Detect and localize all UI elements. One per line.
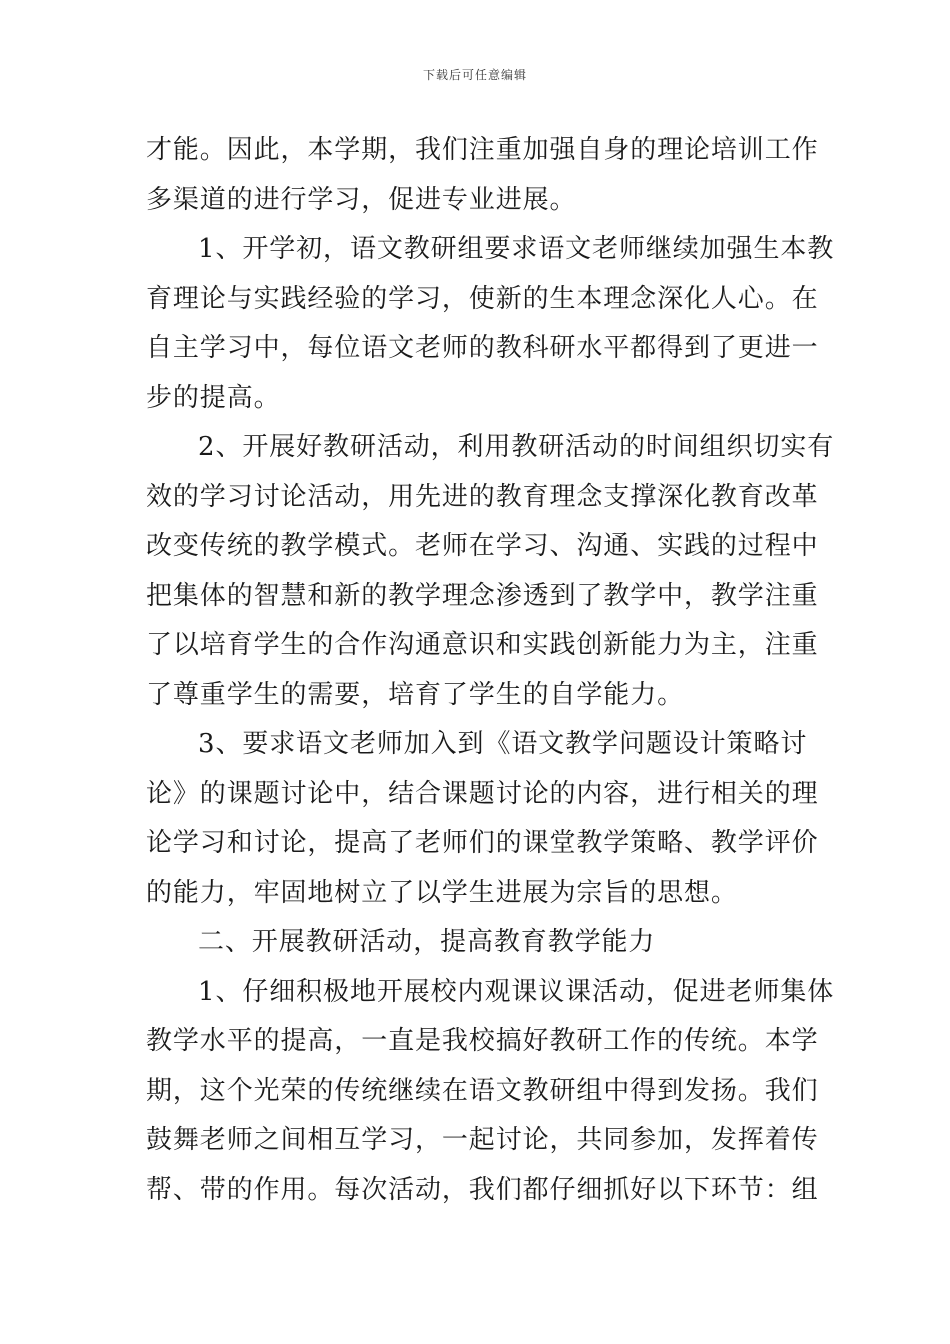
body-text <box>146 126 835 1215</box>
text-line: 多渠道的进行学习，促进专业进展。 <box>146 184 577 215</box>
text-line: 帮、带的作用。每次活动，我们都仔细抓好以下环节：组 <box>146 1174 819 1205</box>
text-line: 论》的课题讨论中，结合课题讨论的内容，进行相关的理 <box>146 778 819 809</box>
text-line: 步的提高。 <box>146 382 281 413</box>
text-line: 论学习和讨论，提高了老师们的课堂教学策略、教学评价 <box>146 828 819 858</box>
paragraph-start-line: 2、开展好教研活动，利用教研活动的时间组织切实有 <box>198 432 835 462</box>
text-line: 自主学习中，每位语文老师的教科研水平都得到了更进一 <box>146 333 819 363</box>
paragraph-start-line: 1、仔细积极地开展校内观课议课活动，促进老师集体 <box>198 976 835 1007</box>
text-line: 鼓舞老师之间相互学习，一起讨论，共同参加，发挥着传 <box>146 1125 819 1155</box>
text-line: 育理论与实践经验的学习，使新的生本理念深化人心。在 <box>146 283 819 314</box>
text-line: 效的学习讨论活动，用先进的教育理念支撑深化教育改革 <box>146 481 819 512</box>
text-line: 了以培育学生的合作沟通意识和实践创新能力为主，注重 <box>146 630 819 660</box>
section-heading: 二、开展教研活动，提高教育教学能力 <box>198 927 656 957</box>
text-line: 把集体的智慧和新的教学理念渗透到了教学中，教学注重 <box>146 580 819 611</box>
text-line: 了尊重学生的需要，培育了学生的自学能力。 <box>146 679 685 710</box>
text-line: 期，这个光荣的传统继续在语文教研组中得到发扬。我们 <box>146 1075 819 1106</box>
paragraph-start-line: 1、开学初，语文教研组要求语文老师继续加强生本教 <box>198 234 835 264</box>
header-note: 下载后可任意编辑 <box>422 68 527 82</box>
text-line: 才能。因此，本学期，我们注重加强自身的理论培训工作 <box>146 135 819 165</box>
text-line: 改变传统的教学模式。老师在学习、沟通、实践的过程中 <box>146 531 819 561</box>
text-line: 教学水平的提高，一直是我校搞好教研工作的传统。本学 <box>146 1026 819 1056</box>
paragraph-start-line: 3、要求语文老师加入到《语文教学问题设计策略讨 <box>198 729 808 759</box>
text-line: 的能力，牢固地树立了以学生进展为宗旨的思想。 <box>146 877 738 908</box>
